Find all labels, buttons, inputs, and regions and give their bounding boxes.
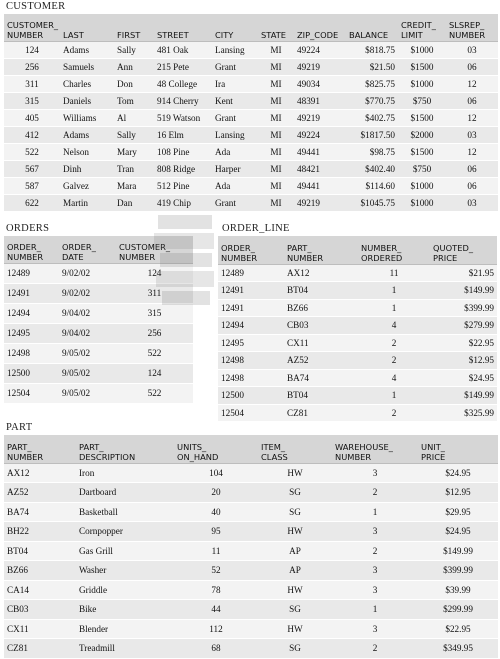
- table-cell: 12491: [218, 299, 284, 317]
- table-cell: 03: [446, 194, 498, 211]
- table-cell: BT04: [4, 541, 76, 561]
- table-cell: $325.99: [430, 404, 497, 422]
- part-column-header: ITEM_ CLASS: [258, 435, 332, 463]
- table-cell: Nelson: [60, 143, 114, 160]
- table-cell: Mary: [114, 143, 154, 160]
- table-cell: $22.95: [430, 334, 497, 352]
- order-line-column-header: QUOTED_ PRICE: [430, 236, 497, 264]
- table-cell: Basketball: [76, 502, 174, 522]
- customer-column-header: STREET: [154, 14, 212, 41]
- table-cell: Williams: [60, 109, 114, 126]
- table-row: [4, 502, 498, 522]
- table-cell: HW: [258, 580, 332, 600]
- table-cell: $24.95: [430, 369, 497, 387]
- table-cell: 16 Elm: [154, 126, 212, 143]
- table-cell: Bike: [76, 600, 174, 620]
- table-cell: 12500: [218, 387, 284, 405]
- table-cell: $24.95: [418, 522, 498, 542]
- table-cell: 3: [332, 561, 418, 581]
- customer-column-header: SLSREP_ NUMBER: [446, 14, 498, 41]
- table-cell: 52: [174, 561, 258, 581]
- part-table: [4, 435, 498, 659]
- table-cell: Samuels: [60, 58, 114, 75]
- table-cell: 06: [446, 58, 498, 75]
- table-cell: AZ52: [284, 352, 358, 370]
- table-cell: 03: [446, 41, 498, 58]
- table-cell: 4: [358, 317, 430, 335]
- part-column-header: PART_ NUMBER: [4, 435, 76, 463]
- table-cell: 9/05/02: [59, 383, 116, 403]
- table-cell: $22.95: [418, 619, 498, 639]
- table-cell: MI: [258, 126, 294, 143]
- table-cell: Galvez: [60, 177, 114, 194]
- table-cell: Harper: [212, 160, 258, 177]
- table-cell: 522: [4, 143, 60, 160]
- table-row: [218, 282, 497, 300]
- table-cell: 1: [358, 299, 430, 317]
- table-cell: 49224: [294, 41, 346, 58]
- table-cell: MI: [258, 92, 294, 109]
- table-cell: 9/05/02: [59, 363, 116, 383]
- table-cell: 9/04/02: [59, 303, 116, 323]
- customer-table-title: CUSTOMER: [6, 1, 66, 12]
- table-cell: 567: [4, 160, 60, 177]
- table-cell: BA74: [4, 502, 76, 522]
- table-cell: $279.99: [430, 317, 497, 335]
- table-cell: 124: [116, 363, 193, 383]
- table-cell: 311: [116, 283, 193, 303]
- table-cell: BZ66: [284, 299, 358, 317]
- table-cell: 2: [358, 404, 430, 422]
- table-row: [4, 619, 498, 639]
- table-cell: 419 Chip: [154, 194, 212, 211]
- table-cell: 108 Pine: [154, 143, 212, 160]
- table-cell: MI: [258, 109, 294, 126]
- table-cell: 12500: [4, 363, 59, 383]
- table-cell: 48 College: [154, 75, 212, 92]
- table-row: [4, 41, 498, 58]
- table-row: [218, 264, 497, 282]
- table-cell: AX12: [284, 264, 358, 282]
- table-cell: 12504: [218, 404, 284, 422]
- customer-column-header: STATE: [258, 14, 294, 41]
- table-cell: 12491: [218, 282, 284, 300]
- customer-header-row: [4, 14, 498, 41]
- customer-column-header: CITY: [212, 14, 258, 41]
- table-cell: 49034: [294, 75, 346, 92]
- table-cell: 311: [4, 75, 60, 92]
- table-cell: Cornpopper: [76, 522, 174, 542]
- table-cell: Sally: [114, 126, 154, 143]
- table-cell: HW: [258, 619, 332, 639]
- table-cell: 315: [116, 303, 193, 323]
- table-cell: Ada: [212, 177, 258, 194]
- table-row: [218, 334, 497, 352]
- part-column-header: UNIT_ PRICE: [418, 435, 498, 463]
- table-cell: $299.99: [418, 600, 498, 620]
- table-row: [4, 160, 498, 177]
- table-cell: $402.40: [346, 160, 398, 177]
- order-line-table: [218, 236, 497, 422]
- table-cell: 622: [4, 194, 60, 211]
- table-cell: 124: [116, 263, 193, 283]
- customer-column-header: LAST: [60, 14, 114, 41]
- customer-column-header: CUSTOMER_ NUMBER: [4, 14, 60, 41]
- table-cell: HW: [258, 463, 332, 483]
- table-cell: CA14: [4, 580, 76, 600]
- table-cell: $29.95: [418, 502, 498, 522]
- table-row: [4, 343, 193, 363]
- table-row: [4, 600, 498, 620]
- table-row: [4, 109, 498, 126]
- table-cell: AP: [258, 541, 332, 561]
- table-row: [218, 299, 497, 317]
- table-cell: Tran: [114, 160, 154, 177]
- orders-column-header: ORDER_ DATE: [59, 236, 116, 263]
- table-cell: 11: [174, 541, 258, 561]
- table-cell: $149.99: [418, 541, 498, 561]
- order-line-column-header: NUMBER_ ORDERED: [358, 236, 430, 264]
- table-cell: Adams: [60, 126, 114, 143]
- table-row: [4, 323, 193, 343]
- table-cell: $1045.75: [346, 194, 398, 211]
- part-table-title: PART: [6, 422, 33, 433]
- table-cell: Mara: [114, 177, 154, 194]
- order-line-column-header: PART_ NUMBER: [284, 236, 358, 264]
- table-cell: $750: [398, 160, 446, 177]
- table-cell: MI: [258, 58, 294, 75]
- table-cell: Grant: [212, 194, 258, 211]
- table-cell: Treadmill: [76, 639, 174, 659]
- table-cell: Tom: [114, 92, 154, 109]
- table-cell: SG: [258, 639, 332, 659]
- customer-table: [4, 14, 498, 212]
- table-cell: $1000: [398, 177, 446, 194]
- table-cell: CB03: [284, 317, 358, 335]
- table-cell: 1: [358, 282, 430, 300]
- table-cell: 124: [4, 41, 60, 58]
- table-cell: Iron: [76, 463, 174, 483]
- table-row: [4, 58, 498, 75]
- table-cell: 06: [446, 177, 498, 194]
- table-cell: 49219: [294, 109, 346, 126]
- table-cell: $39.99: [418, 580, 498, 600]
- table-cell: 9/05/02: [59, 343, 116, 363]
- table-cell: 2: [358, 352, 430, 370]
- table-cell: SG: [258, 483, 332, 503]
- table-row: [218, 317, 497, 335]
- table-cell: $1000: [398, 41, 446, 58]
- table-cell: $1500: [398, 143, 446, 160]
- table-cell: 1: [332, 600, 418, 620]
- table-cell: $399.99: [418, 561, 498, 581]
- table-cell: Adams: [60, 41, 114, 58]
- table-cell: 315: [4, 92, 60, 109]
- table-cell: 06: [446, 92, 498, 109]
- table-cell: $349.95: [418, 639, 498, 659]
- table-row: [218, 404, 497, 422]
- table-cell: $825.75: [346, 75, 398, 92]
- order-line-column-header: ORDER_ NUMBER: [218, 236, 284, 264]
- table-cell: 3: [332, 522, 418, 542]
- table-cell: MI: [258, 143, 294, 160]
- table-cell: 405: [4, 109, 60, 126]
- table-cell: Martin: [60, 194, 114, 211]
- table-cell: $114.60: [346, 177, 398, 194]
- table-cell: Kent: [212, 92, 258, 109]
- table-cell: 2: [332, 483, 418, 503]
- table-cell: BZ66: [4, 561, 76, 581]
- table-cell: 20: [174, 483, 258, 503]
- table-cell: $1000: [398, 75, 446, 92]
- table-cell: Sally: [114, 41, 154, 58]
- table-cell: MI: [258, 75, 294, 92]
- table-cell: 2: [358, 334, 430, 352]
- table-cell: $149.99: [430, 282, 497, 300]
- table-row: [4, 177, 498, 194]
- customer-column-header: ZIP_CODE: [294, 14, 346, 41]
- table-cell: 9/02/02: [59, 263, 116, 283]
- table-cell: Ada: [212, 143, 258, 160]
- table-cell: HW: [258, 522, 332, 542]
- table-cell: 12498: [218, 369, 284, 387]
- table-cell: 44: [174, 600, 258, 620]
- table-cell: $2000: [398, 126, 446, 143]
- table-cell: Lansing: [212, 126, 258, 143]
- table-cell: AP: [258, 561, 332, 581]
- table-cell: 9/04/02: [59, 323, 116, 343]
- table-cell: 49441: [294, 143, 346, 160]
- table-cell: 48391: [294, 92, 346, 109]
- table-row: [4, 483, 498, 503]
- table-cell: Blender: [76, 619, 174, 639]
- table-cell: $12.95: [430, 352, 497, 370]
- table-cell: BT04: [284, 282, 358, 300]
- table-row: [4, 639, 498, 659]
- table-row: [4, 580, 498, 600]
- table-cell: SG: [258, 502, 332, 522]
- table-cell: 481 Oak: [154, 41, 212, 58]
- table-cell: 512 Pine: [154, 177, 212, 194]
- table-cell: Daniels: [60, 92, 114, 109]
- table-cell: MI: [258, 160, 294, 177]
- table-cell: Grant: [212, 58, 258, 75]
- table-cell: 12: [446, 143, 498, 160]
- table-cell: 12489: [218, 264, 284, 282]
- table-cell: Washer: [76, 561, 174, 581]
- table-cell: 12495: [4, 323, 59, 343]
- table-cell: $399.99: [430, 299, 497, 317]
- table-cell: Al: [114, 109, 154, 126]
- part-column-header: PART_ DESCRIPTION: [76, 435, 174, 463]
- table-cell: 112: [174, 619, 258, 639]
- table-row: [218, 352, 497, 370]
- table-cell: 12504: [4, 383, 59, 403]
- table-row: [4, 383, 193, 403]
- table-cell: 215 Pete: [154, 58, 212, 75]
- table-cell: $1500: [398, 58, 446, 75]
- table-cell: 522: [116, 343, 193, 363]
- table-cell: $24.95: [418, 463, 498, 483]
- table-cell: CB03: [4, 600, 76, 620]
- table-cell: 06: [446, 160, 498, 177]
- table-row: [4, 92, 498, 109]
- table-cell: 914 Cherry: [154, 92, 212, 109]
- table-row: [4, 561, 498, 581]
- table-cell: 12494: [218, 317, 284, 335]
- table-cell: SG: [258, 600, 332, 620]
- table-cell: Gas Grill: [76, 541, 174, 561]
- table-cell: 12498: [4, 343, 59, 363]
- table-cell: Don: [114, 75, 154, 92]
- table-cell: $750: [398, 92, 446, 109]
- table-cell: Dartboard: [76, 483, 174, 503]
- table-cell: 1: [332, 502, 418, 522]
- table-cell: $770.75: [346, 92, 398, 109]
- table-cell: Ira: [212, 75, 258, 92]
- table-cell: MI: [258, 41, 294, 58]
- table-cell: $149.99: [430, 387, 497, 405]
- table-row: [4, 363, 193, 383]
- table-row: [4, 463, 498, 483]
- table-cell: 12: [446, 75, 498, 92]
- table-cell: $402.75: [346, 109, 398, 126]
- table-cell: 12491: [4, 283, 59, 303]
- customer-column-header: BALANCE: [346, 14, 398, 41]
- table-cell: Dan: [114, 194, 154, 211]
- table-cell: 4: [358, 369, 430, 387]
- table-cell: CZ81: [4, 639, 76, 659]
- table-cell: BH22: [4, 522, 76, 542]
- table-cell: 1: [358, 387, 430, 405]
- table-cell: BT04: [284, 387, 358, 405]
- table-cell: MI: [258, 194, 294, 211]
- table-cell: 12494: [4, 303, 59, 323]
- table-cell: $1000: [398, 194, 446, 211]
- table-cell: 12: [446, 109, 498, 126]
- table-cell: Ann: [114, 58, 154, 75]
- table-cell: 9/02/02: [59, 283, 116, 303]
- table-cell: $21.95: [430, 264, 497, 282]
- table-cell: CZ81: [284, 404, 358, 422]
- table-row: [4, 541, 498, 561]
- customer-column-header: CREDIT_ LIMIT: [398, 14, 446, 41]
- table-cell: 03: [446, 126, 498, 143]
- orders-table-title: ORDERS: [6, 223, 50, 234]
- table-cell: 68: [174, 639, 258, 659]
- table-cell: 3: [332, 463, 418, 483]
- table-row: [4, 126, 498, 143]
- part-column-header: WAREHOUSE_ NUMBER: [332, 435, 418, 463]
- table-cell: 2: [332, 639, 418, 659]
- table-cell: Lansing: [212, 41, 258, 58]
- table-row: [218, 369, 497, 387]
- table-cell: 40: [174, 502, 258, 522]
- table-cell: Dinh: [60, 160, 114, 177]
- table-cell: 3: [332, 619, 418, 639]
- table-cell: $12.95: [418, 483, 498, 503]
- table-cell: 12489: [4, 263, 59, 283]
- table-cell: 587: [4, 177, 60, 194]
- table-cell: $98.75: [346, 143, 398, 160]
- table-cell: Grant: [212, 109, 258, 126]
- table-cell: 12495: [218, 334, 284, 352]
- table-cell: BA74: [284, 369, 358, 387]
- table-cell: 104: [174, 463, 258, 483]
- table-cell: AX12: [4, 463, 76, 483]
- table-cell: 78: [174, 580, 258, 600]
- table-cell: 808 Ridge: [154, 160, 212, 177]
- table-cell: 519 Watson: [154, 109, 212, 126]
- orders-column-header: CUSTOMER_ NUMBER: [116, 236, 193, 263]
- part-header-row: [4, 435, 498, 463]
- book-stack-watermark-icon: [150, 205, 220, 315]
- table-cell: Griddle: [76, 580, 174, 600]
- table-row: [4, 143, 498, 160]
- table-cell: $1817.50: [346, 126, 398, 143]
- table-cell: MI: [258, 177, 294, 194]
- order-line-table-title: ORDER_LINE: [222, 223, 290, 234]
- table-cell: $818.75: [346, 41, 398, 58]
- table-cell: 49219: [294, 58, 346, 75]
- table-cell: 2: [332, 541, 418, 561]
- table-cell: AZ52: [4, 483, 76, 503]
- table-cell: CX11: [284, 334, 358, 352]
- table-row: [4, 194, 498, 211]
- table-cell: 12498: [218, 352, 284, 370]
- table-cell: 49224: [294, 126, 346, 143]
- table-cell: 256: [116, 323, 193, 343]
- table-row: [4, 522, 498, 542]
- table-row: [4, 75, 498, 92]
- table-cell: 48421: [294, 160, 346, 177]
- customer-column-header: FIRST: [114, 14, 154, 41]
- table-cell: 3: [332, 580, 418, 600]
- table-cell: 522: [116, 383, 193, 403]
- table-row: [218, 387, 497, 405]
- orders-column-header: ORDER_ NUMBER: [4, 236, 59, 263]
- table-cell: 49219: [294, 194, 346, 211]
- table-cell: 49441: [294, 177, 346, 194]
- table-cell: 95: [174, 522, 258, 542]
- table-cell: 11: [358, 264, 430, 282]
- table-cell: $1500: [398, 109, 446, 126]
- table-cell: CX11: [4, 619, 76, 639]
- table-cell: 256: [4, 58, 60, 75]
- order-line-header-row: [218, 236, 497, 264]
- table-cell: Charles: [60, 75, 114, 92]
- table-cell: $21.50: [346, 58, 398, 75]
- table-cell: 412: [4, 126, 60, 143]
- part-column-header: UNITS_ ON_HAND: [174, 435, 258, 463]
